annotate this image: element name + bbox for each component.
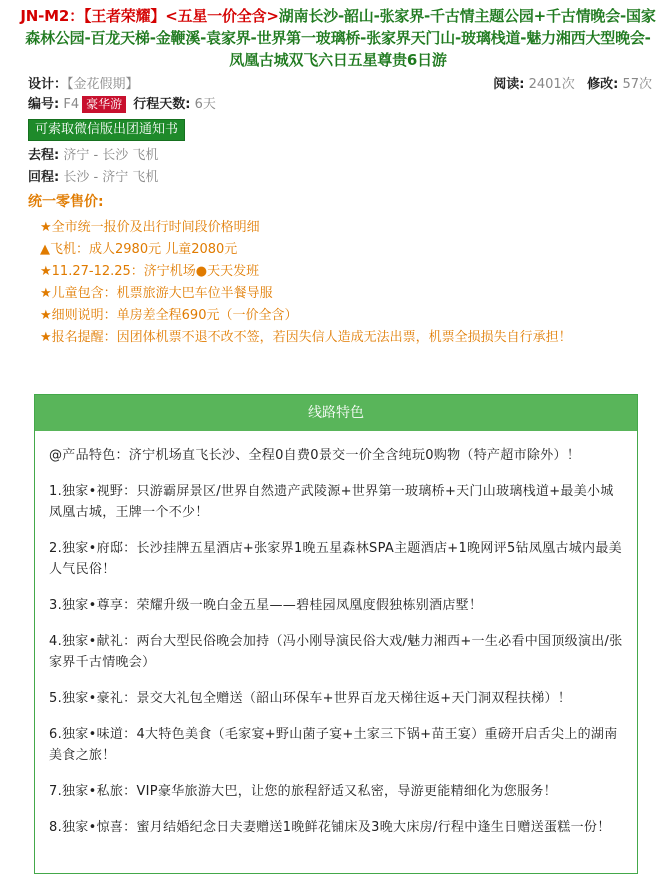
- price-item: ★报名提醒：因团体机票不退不改不签，若因失信人造成无法出票，机票全损损失自行承担！: [40, 330, 572, 345]
- price-item: ★全市统一报价及出行时间段价格明细: [40, 220, 260, 235]
- meta-row-code: [18, 95, 658, 115]
- return-label: 回程:: [28, 170, 60, 185]
- route-features-header: 线路特色: [35, 395, 637, 431]
- price-item: ★11.27-12.25：济宁机场●天天发班: [40, 264, 260, 279]
- feature-item: 1.独家•视野：只游霸屏景区/世界自然遗产武陵源+世界第一玻璃桥+天门山玻璃栈道+最美小城凤凰古城，王牌一个不少！: [49, 484, 614, 520]
- depart-label: 去程:: [28, 148, 60, 163]
- feature-item: 2.独家•府邸：长沙挂牌五星酒店+张家界1晚五星森林SPA主题酒店+1晚网评5钻凤凰古城内最美人气民俗！: [49, 541, 622, 577]
- price-list: [18, 217, 658, 349]
- tour-promo: <五星一价全含>: [165, 7, 279, 25]
- price-heading: 统一零售价:: [28, 194, 104, 210]
- luxury-badge: 豪华游: [82, 96, 126, 113]
- depart-value: 济宁 - 长沙 飞机: [63, 148, 159, 163]
- feature-item: @产品特色：济宁机场直飞长沙、全程0自费0景交一价全含纯玩0购物（特产超市除外）！: [49, 448, 581, 463]
- feature-item: 4.独家•献礼：两台大型民俗晚会加持（冯小刚导演民俗大戏/魅力湘西+一生必看中国顶级演出/张家界千古情晚会）: [49, 634, 623, 670]
- star-icon: ★: [40, 308, 52, 323]
- tour-code: JN-M2：: [20, 7, 84, 25]
- feature-item: 5.独家•豪礼：景交大礼包全赠送（韶山环保车+世界百龙天梯往返+天门洞双程扶梯）！: [49, 691, 572, 706]
- code-value: F4: [63, 97, 80, 112]
- tour-route-text: 湖南长沙-韶山-张家界-千古情主题公园+千古情晚会-国家森林公园-百龙天梯-金鞭溪-袁家界-世界第一玻璃桥-张家界天门山-玻璃栈道-魅力湘西大型晚会-凤凰古城双飞六日五星尊贵6日游: [25, 7, 656, 69]
- price-item: ★儿童包含：机票旅游大巴车位半餐导服: [40, 286, 273, 301]
- route-features-panel: [34, 394, 638, 874]
- designer-value: 【金花假期】: [67, 77, 139, 92]
- edits-value: 57次: [622, 77, 652, 92]
- days-label: 行程天数:: [133, 97, 191, 112]
- feature-item: 3.独家•尊享：荣耀升级一晚白金五星——碧桂园凤凰度假独栋别酒店墅！: [49, 598, 483, 613]
- designer-label: 设计：: [28, 77, 68, 92]
- depart-route: [18, 145, 658, 167]
- star-icon: ★: [40, 330, 52, 345]
- feature-item: 7.独家•私旅：VIP豪华旅游大巴，让您的旅程舒适又私密，导游更能精细化为您服务！: [49, 784, 557, 799]
- price-item: ▲飞机：成人2980元 儿童2080元: [40, 242, 238, 257]
- star-icon: ★: [40, 220, 52, 235]
- meta-row-designer: [18, 75, 658, 95]
- route-features-body: [35, 431, 637, 838]
- feature-item: 6.独家•味道：4大特色美食（毛家宴+野山菌子宴+土家三下锅+苗王宴）重磅开启舌尖上的湖南美食之旅！: [49, 727, 618, 763]
- return-value: 长沙 - 济宁 飞机: [63, 170, 159, 185]
- star-icon: ★: [40, 286, 52, 301]
- tour-brand: 【王者荣耀】: [83, 7, 166, 25]
- return-route: [18, 167, 658, 189]
- triangle-icon: ▲: [40, 242, 50, 257]
- edits-label: 修改:: [587, 77, 619, 92]
- tour-title: [18, 0, 658, 71]
- notice-button[interactable]: 可索取微信版出团通知书: [28, 119, 185, 141]
- code-label: 编号:: [28, 97, 60, 112]
- days-value: 6天: [194, 97, 216, 112]
- reads-value: 2401次: [528, 77, 575, 92]
- price-item: ★细则说明：单房差全程690元（一价全含）: [40, 308, 298, 323]
- feature-item: 8.独家•惊喜：蜜月结婚纪念日夫妻赠送1晚鲜花铺床及3晚大床房/行程中逢生日赠送蛋糕一份！: [49, 820, 611, 835]
- reads-label: 阅读:: [493, 77, 525, 92]
- star-icon: ★: [40, 264, 52, 279]
